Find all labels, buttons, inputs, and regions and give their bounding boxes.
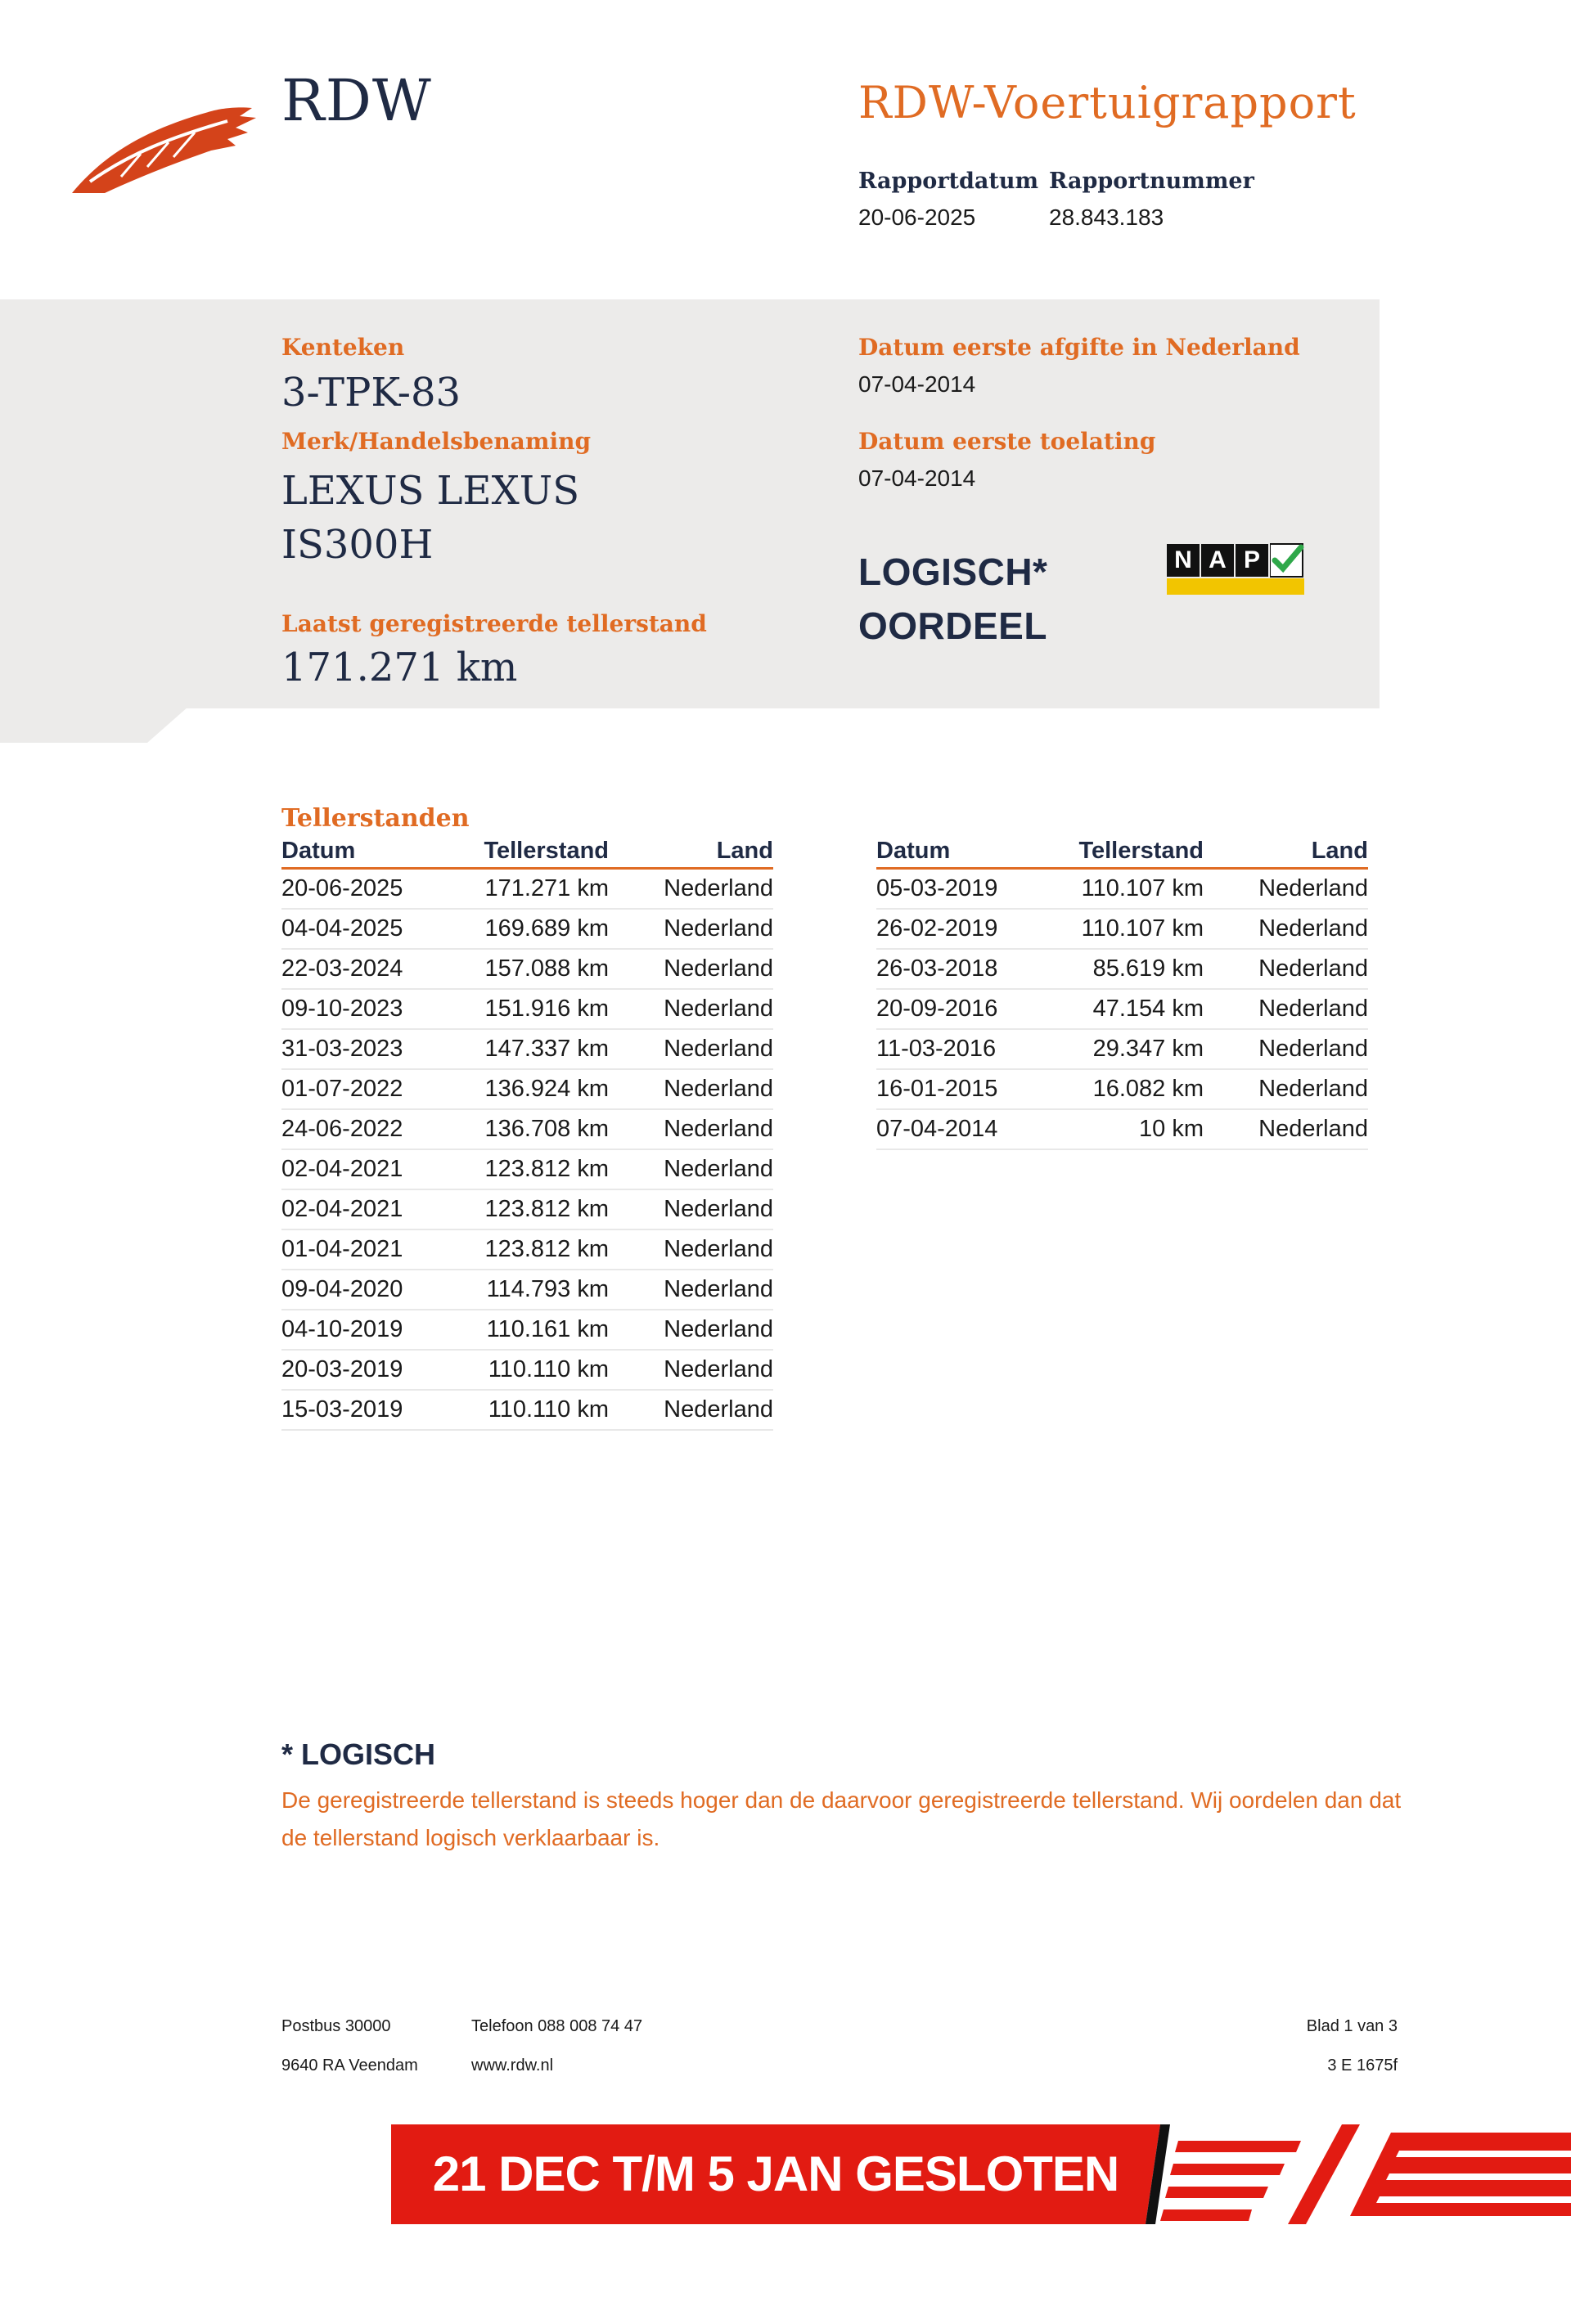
plate-label: Kenteken: [281, 334, 405, 361]
readings-table-left: [281, 838, 773, 1431]
readings-title: Tellerstanden: [281, 804, 470, 833]
reading-country: Nederland: [609, 869, 773, 910]
reading-date: 20-09-2016: [876, 989, 1040, 1029]
verdict-line-2: OORDEEL: [858, 605, 1047, 647]
reading-date: 07-04-2014: [876, 1109, 1040, 1149]
reading-date: 05-03-2019: [876, 869, 1040, 910]
reading-date: 04-10-2019: [281, 1310, 445, 1350]
odometer-label: Laatst geregistreerde tellerstand: [281, 610, 707, 637]
reading-odometer: 171.271 km: [445, 869, 609, 910]
nap-yellow-bar: [1167, 578, 1304, 595]
table-row: [281, 1069, 773, 1109]
reading-odometer: 110.161 km: [445, 1310, 609, 1350]
table-row: [281, 1229, 773, 1270]
reading-country: Nederland: [609, 1229, 773, 1270]
col-odometer: Tellerstand: [445, 838, 609, 869]
check-icon: [1270, 541, 1306, 578]
reading-date: 26-02-2019: [876, 909, 1040, 949]
reading-country: Nederland: [609, 1029, 773, 1069]
first-issue-nl-label: Datum eerste afgifte in Nederland: [858, 334, 1300, 361]
table-row: [281, 909, 773, 949]
reading-country: Nederland: [609, 1310, 773, 1350]
footer-phone: Telefoon 088 008 74 47: [471, 2017, 643, 2035]
report-date: 20-06-2025: [858, 205, 976, 230]
table-row: [876, 949, 1368, 989]
reading-date: 01-07-2022: [281, 1069, 445, 1109]
reading-country: Nederland: [1204, 1109, 1368, 1149]
reading-date: 31-03-2023: [281, 1029, 445, 1069]
footer-website[interactable]: www.rdw.nl: [471, 2057, 554, 2075]
report-number: 28.843.183: [1049, 205, 1164, 230]
make-line-1: LEXUS LEXUS: [281, 468, 580, 514]
col-country: Land: [1204, 838, 1368, 869]
nap-letter: P: [1236, 544, 1268, 577]
verdict-line-1: LOGISCH*: [858, 551, 1048, 593]
reading-odometer: 85.619 km: [1040, 949, 1204, 989]
report-date-label: Rapportdatum: [858, 169, 1039, 194]
reading-country: Nederland: [609, 949, 773, 989]
reading-country: Nederland: [609, 1270, 773, 1310]
first-issue-nl-date: 07-04-2014: [858, 371, 976, 397]
reading-country: Nederland: [1204, 869, 1368, 910]
reading-odometer: 157.088 km: [445, 949, 609, 989]
report-number-label: Rapportnummer: [1049, 169, 1254, 194]
table-row: [876, 909, 1368, 949]
reading-odometer: 136.924 km: [445, 1069, 609, 1109]
reading-date: 02-04-2021: [281, 1149, 445, 1189]
reading-odometer: 110.107 km: [1040, 869, 1204, 910]
reading-date: 02-04-2021: [281, 1189, 445, 1229]
plate-number: 3-TPK-83: [281, 370, 461, 416]
reading-country: Nederland: [609, 1189, 773, 1229]
vehicle-info-panel: [0, 299, 1380, 708]
col-date: Datum: [876, 838, 1040, 869]
reading-odometer: 16.082 km: [1040, 1069, 1204, 1109]
reading-date: 11-03-2016: [876, 1029, 1040, 1069]
reading-country: Nederland: [1204, 989, 1368, 1029]
nap-letter: A: [1201, 544, 1234, 577]
reading-country: Nederland: [609, 1350, 773, 1390]
reading-date: 26-03-2018: [876, 949, 1040, 989]
odometer-value: 171.271 km: [281, 645, 518, 690]
reading-date: 01-04-2021: [281, 1229, 445, 1270]
nap-letter: N: [1167, 544, 1200, 577]
reading-country: Nederland: [609, 1390, 773, 1430]
table-row: [281, 1149, 773, 1189]
reading-date: 15-03-2019: [281, 1390, 445, 1430]
table-row: [876, 1069, 1368, 1109]
reading-date: 20-06-2025: [281, 869, 445, 910]
table-row: [281, 1270, 773, 1310]
first-admission-label: Datum eerste toelating: [858, 428, 1156, 455]
first-admission-date: 07-04-2014: [858, 465, 976, 491]
col-country: Land: [609, 838, 773, 869]
make-label: Merk/Handelsbenaming: [281, 428, 592, 455]
reading-odometer: 110.110 km: [445, 1390, 609, 1430]
reading-odometer: 10 km: [1040, 1109, 1204, 1149]
reading-odometer: 29.347 km: [1040, 1029, 1204, 1069]
reading-odometer: 169.689 km: [445, 909, 609, 949]
table-row: [281, 869, 773, 910]
reading-odometer: 110.107 km: [1040, 909, 1204, 949]
reading-country: Nederland: [1204, 1069, 1368, 1109]
reading-odometer: 123.812 km: [445, 1229, 609, 1270]
table-row: [281, 1029, 773, 1069]
reading-odometer: 110.110 km: [445, 1350, 609, 1390]
make-line-2: IS300H: [281, 522, 434, 568]
footer-code: 3 E 1675f: [1327, 2057, 1398, 2075]
reading-country: Nederland: [609, 1069, 773, 1109]
table-row: [876, 1029, 1368, 1069]
reading-date: 24-06-2022: [281, 1109, 445, 1149]
reading-date: 20-03-2019: [281, 1350, 445, 1390]
table-row: [281, 1109, 773, 1149]
nap-badge: [1167, 541, 1304, 596]
reading-country: Nederland: [609, 909, 773, 949]
reading-country: Nederland: [609, 989, 773, 1029]
table-row: [281, 989, 773, 1029]
reading-country: Nederland: [609, 1109, 773, 1149]
note-text: De geregistreerde tellerstand is steeds hoger dan de daarvoor geregistreerde tellerstand. Wij oordelen dan dat de tellerstand logisch verklaarbaar is.: [281, 1787, 1402, 1850]
rdw-logo-icon: [72, 97, 260, 203]
table-row: [876, 989, 1368, 1029]
col-odometer: Tellerstand: [1040, 838, 1204, 869]
reading-country: Nederland: [1204, 949, 1368, 989]
footer-postbus: Postbus 30000: [281, 2017, 391, 2035]
panel-notch: [0, 707, 188, 743]
closure-banner: 21 DEC T/M 5 JAN GESLOTEN IVM VAKANTIE: [391, 2124, 1160, 2224]
table-row: [281, 949, 773, 989]
reading-date: 09-10-2023: [281, 989, 445, 1029]
reading-date: 04-04-2025: [281, 909, 445, 949]
reading-odometer: 151.916 km: [445, 989, 609, 1029]
table-row: [876, 869, 1368, 910]
footer-page-number: Blad 1 van 3: [1306, 2017, 1398, 2035]
table-row: [281, 1350, 773, 1390]
banner-stripes-icon: [1146, 2124, 1571, 2224]
reading-odometer: 123.812 km: [445, 1189, 609, 1229]
reading-date: 09-04-2020: [281, 1270, 445, 1310]
reading-country: Nederland: [1204, 1029, 1368, 1069]
brand-name: RDW: [281, 67, 432, 134]
table-row: [281, 1390, 773, 1430]
table-row: [281, 1310, 773, 1350]
reading-country: Nederland: [609, 1149, 773, 1189]
reading-odometer: 136.708 km: [445, 1109, 609, 1149]
footer-city: 9640 RA Veendam: [281, 2057, 418, 2075]
reading-odometer: 123.812 km: [445, 1149, 609, 1189]
reading-date: 16-01-2015: [876, 1069, 1040, 1109]
reading-country: Nederland: [1204, 909, 1368, 949]
reading-odometer: 147.337 km: [445, 1029, 609, 1069]
col-date: Datum: [281, 838, 445, 869]
reading-date: 22-03-2024: [281, 949, 445, 989]
reading-odometer: 114.793 km: [445, 1270, 609, 1310]
report-title: RDW-Voertuigrapport: [858, 77, 1357, 128]
reading-odometer: 47.154 km: [1040, 989, 1204, 1029]
table-row: [876, 1109, 1368, 1149]
readings-table-right: [876, 838, 1368, 1150]
note-title: * LOGISCH: [281, 1737, 436, 1771]
table-row: [281, 1189, 773, 1229]
